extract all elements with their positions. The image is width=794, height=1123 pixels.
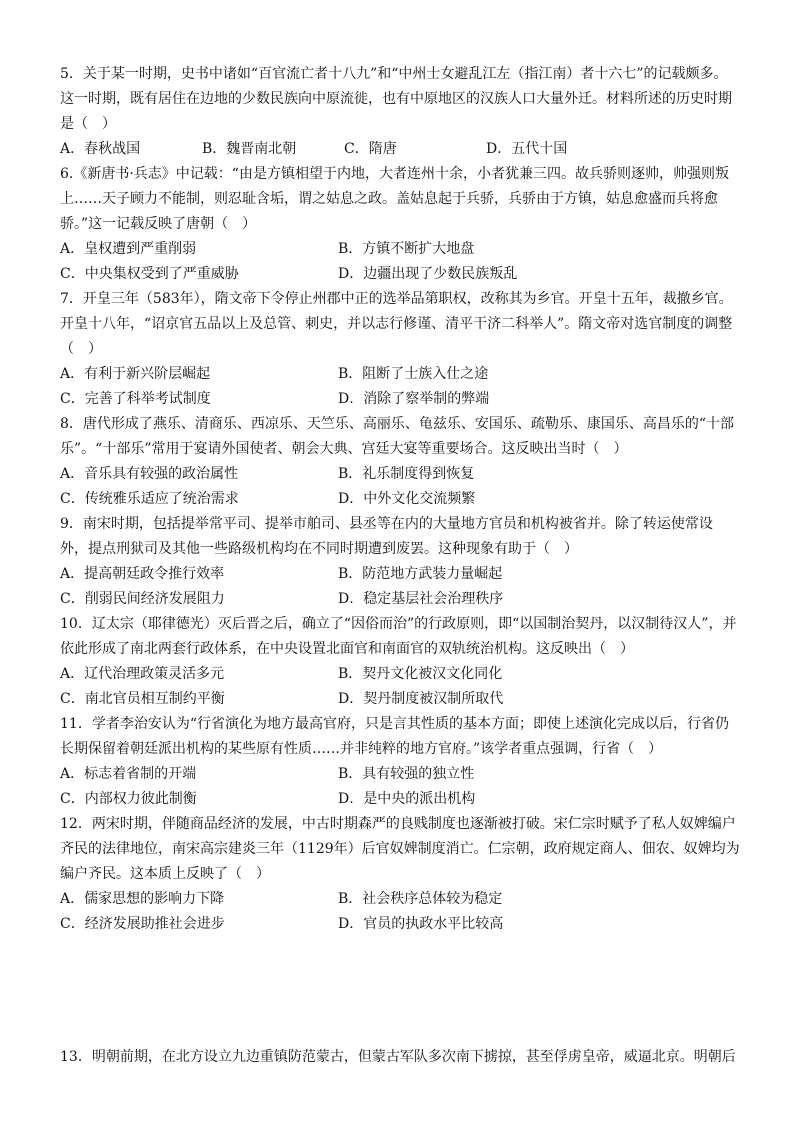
question-stem: 12．两宋时期，伴随商品经济的发展，中古时期森严的良贱制度也逐渐被打破。宋仁宗时赋予了私人奴婢编户齐民的法律地位，南宋高宗建炎三年（1129年）后官奴婢制度消亡。仁宗朝，政府规定商人、佃农、奴婢均为编户齐民。这本质上反映了（ ） xyxy=(60,816,740,882)
options xyxy=(60,237,740,287)
question-7 xyxy=(60,287,740,412)
option-b: B．社会秩序总体较为稳定 xyxy=(338,891,503,907)
option-a: A．皇权遭到严重削弱 xyxy=(60,241,197,257)
option-b: B．阻断了士族入仕之途 xyxy=(338,366,489,382)
option-c: C．南北官员相互制约平衡 xyxy=(60,691,225,707)
option-c: C．传统雅乐适应了统治需求 xyxy=(60,491,239,507)
option-b: B．礼乐制度得到恢复 xyxy=(338,466,475,482)
option-b: B．方镇不断扩大地盘 xyxy=(338,241,475,257)
question-stem: 10．辽太宗（耶律德光）灭后晋之后，确立了“因俗而治”的行政原则，即“以国制治契丹，以汉制待汉人”，并依此形成了南北两套行政体系，在中央设置北面官和南面官的双轨统治机构。这反映出（ ） xyxy=(60,616,737,657)
option-a: A．辽代治理政策灵活多元 xyxy=(60,666,225,682)
options xyxy=(60,362,740,412)
option-a: A．有利于新兴阶层崛起 xyxy=(60,366,211,382)
options xyxy=(60,762,740,812)
option-b: B．契丹文化被汉文化同化 xyxy=(338,666,503,682)
option-d: D．消除了察举制的弊端 xyxy=(338,391,490,407)
option-a: A．春秋战国 xyxy=(60,141,141,157)
question-9 xyxy=(60,512,740,612)
question-stem: 8．唐代形成了燕乐、清商乐、西凉乐、天竺乐、高丽乐、龟兹乐、安国乐、疏勒乐、康国乐、高昌乐的“十部乐”。“十部乐”常用于宴请外国使者、朝会大典、宫廷大宴等重要场合。这反映出当时（ ） xyxy=(60,416,735,457)
options xyxy=(60,137,740,162)
option-d: D．契丹制度被汉制所取代 xyxy=(338,691,504,707)
option-a: A．音乐具有较强的政治属性 xyxy=(60,466,239,482)
option-d: D．五代十国 xyxy=(486,141,568,157)
option-b: B．防范地方武装力量崛起 xyxy=(338,566,503,582)
option-d: D．中外文化交流频繁 xyxy=(338,491,476,507)
question-stem: 7．开皇三年（583年），隋文帝下令停止州郡中正的选举品第职权，改称其为乡官。开皇十五年，裁撤乡官。开皇十八年，“诏京官五品以上及总管、刺史，并以志行修谨、清平干济二科举人”。隋文帝对选官制度的调整（ ） xyxy=(60,291,733,357)
question-11 xyxy=(60,712,740,812)
exam-page xyxy=(60,62,740,1070)
question-12 xyxy=(60,812,740,937)
options xyxy=(60,662,740,712)
question-stem: 5．关于某一时期，史书中诸如“百官流亡者十八九”和“中州士女避乱江左（指江南）者十六七”的记载颇多。这一时期，既有居住在边地的少数民族向中原流徙，也有中原地区的汉族人口大量外迁。材料所述的历史时期是（ ） xyxy=(60,66,732,132)
option-c: C．经济发展助推社会进步 xyxy=(60,916,225,932)
options xyxy=(60,462,740,512)
question-13 xyxy=(60,1045,740,1070)
blank-space xyxy=(60,937,740,1045)
question-stem: 6.《新唐书·兵志》中记载：“由是方镇相望于内地，大者连州十余，小者犹兼三四。故兵骄则逐帅，帅强则叛上……天子顾力不能制，则忍耻含垢，谓之姑息之政。盖姑息起于兵骄，兵骄由于方镇，姑息愈盛而兵将愈骄。”这一记载反映了唐朝（ ） xyxy=(60,166,729,232)
option-b: B．具有较强的独立性 xyxy=(338,766,475,782)
option-c: C．完善了科举考试制度 xyxy=(60,391,211,407)
option-d: D．稳定基层社会治理秩序 xyxy=(338,591,504,607)
option-c: C．中央集权受到了严重威胁 xyxy=(60,266,239,282)
question-10 xyxy=(60,612,740,712)
question-5 xyxy=(60,62,740,162)
option-a: A．提高朝廷政令推行效率 xyxy=(60,566,225,582)
options xyxy=(60,887,740,937)
question-stem: 11．学者李治安认为“行省演化为地方最高官府，只是言其性质的基本方面；即使上述演化完成以后，行省仍长期保留着朝廷派出机构的某些原有性质……并非纯粹的地方官府。”该学者重点强调，行省（ ） xyxy=(60,716,729,757)
option-c: C．削弱民间经济发展阻力 xyxy=(60,591,225,607)
options xyxy=(60,562,740,612)
option-b: B．魏晋南北朝 xyxy=(202,141,297,157)
question-stem: 9．南宋时期，包括提举常平司、提举市舶司、县丞等在内的大量地方官员和机构被省并。除了转运使常设外，提点刑狱司及其他一些路级机构均在不同时期遭到废罢。这种现象有助于（ ） xyxy=(60,516,713,557)
option-d: D．是中央的派出机构 xyxy=(338,791,476,807)
option-c: C．内部权力彼此制衡 xyxy=(60,791,197,807)
option-c: C．隋唐 xyxy=(344,141,397,157)
option-a: A．儒家思想的影响力下降 xyxy=(60,891,225,907)
option-d: D．官员的执政水平比较高 xyxy=(338,916,504,932)
question-8 xyxy=(60,412,740,512)
option-d: D．边疆出现了少数民族叛乱 xyxy=(338,266,518,282)
option-a: A．标志着省制的开端 xyxy=(60,766,197,782)
question-6 xyxy=(60,162,740,287)
question-stem: 13．明朝前期，在北方设立九边重镇防范蒙古，但蒙古军队多次南下掳掠，甚至俘虏皇帝，威逼北京。明朝后 xyxy=(60,1049,736,1065)
